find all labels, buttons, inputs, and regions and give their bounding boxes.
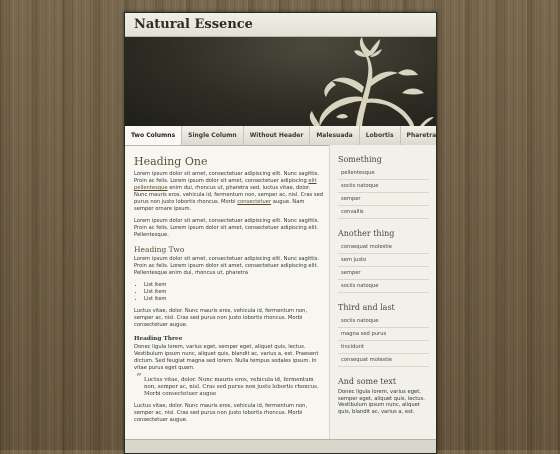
sidebar-link[interactable]: pellentesque bbox=[338, 167, 429, 180]
paragraph-2: Lorem ipsum dolor sit amet, consectetuer adipiscing elit. Nunc sagittis. Proin ac felis. Lorem ipsum dolor sit amet, consectetuer adipiscing elit. Pellentesque. bbox=[134, 218, 320, 238]
sidebar-link[interactable]: sociis natoque bbox=[338, 280, 429, 293]
sidebar-list bbox=[338, 167, 429, 219]
sidebar-link[interactable]: sem justo bbox=[338, 254, 429, 267]
quote-icon: “ bbox=[136, 371, 142, 384]
heading-two: Heading Two bbox=[134, 245, 185, 254]
nav-tab-without-header[interactable]: Without Header bbox=[244, 126, 311, 145]
quote-text: Luctus vitae, dolor. Nunc mauris eros, vehicula id, fermentum non, semper ac, nisl. Cras sed purus non justo lobortis rhoncus. Morbi consectetuer augue bbox=[144, 377, 319, 397]
main-content bbox=[134, 155, 324, 429]
paragraph-6: Luctus vitae, dolor. Nunc mauris eros, vehicula id, fermentum non, semper ac, nisl. Cras sed purus non justo lobortis rhoncus. Morbi consectetuer augue. bbox=[134, 403, 308, 423]
sidebar-section-another-thing bbox=[330, 229, 437, 293]
sidebar-link[interactable]: sociis natoque bbox=[338, 315, 429, 328]
blockquote bbox=[136, 371, 324, 398]
sidebar bbox=[329, 145, 437, 454]
sidebar-link[interactable]: tincidunt bbox=[338, 341, 429, 354]
sidebar-list bbox=[338, 241, 429, 293]
sidebar-heading: And some text bbox=[338, 377, 397, 386]
sidebar-section-something bbox=[330, 155, 437, 219]
nav-tab-pharetra[interactable]: Pharetra bbox=[401, 126, 437, 145]
link-consectetuer[interactable]: consectetuer bbox=[237, 199, 272, 205]
link-elit-pellentesque[interactable]: elit pellentesque bbox=[134, 178, 317, 191]
footer bbox=[125, 439, 436, 454]
heading-three: Heading Three bbox=[134, 336, 183, 342]
list-item: • List item bbox=[144, 289, 324, 296]
site-title[interactable]: Natural Essence bbox=[134, 17, 253, 32]
sidebar-link[interactable]: consequat molestie bbox=[338, 241, 429, 254]
sidebar-link[interactable]: magna sed purus bbox=[338, 328, 429, 341]
nav-tab-two-columns[interactable]: Two Columns bbox=[125, 126, 182, 145]
sidebar-heading: Another thing bbox=[338, 229, 395, 238]
sidebar-link[interactable]: consequat molestie bbox=[338, 354, 429, 367]
sidebar-list bbox=[338, 315, 429, 367]
sidebar-link[interactable]: convallis bbox=[338, 206, 429, 219]
sidebar-link[interactable]: semper bbox=[338, 193, 429, 206]
paragraph-1-text-a: Lorem ipsum dolor sit amet, consectetuer adipiscing elit. Nunc sagittis. Proin ac felis. Lorem ipsum dolor sit amet, consectetuer adipiscing bbox=[134, 171, 320, 184]
paragraph-1-text-b: enim dui, rhoncus ut, pharetra sed, luctus vitae, dolor. Nunc mauris eros, vehicula id, fermentum non, semper ac, nisl. Cras sed purus non justo lobortis rhoncus. Morbi bbox=[134, 185, 324, 205]
heading-one: Heading One bbox=[134, 155, 208, 168]
flower-icon bbox=[296, 37, 436, 126]
list-item: • List item bbox=[144, 296, 324, 303]
sidebar-section-third-and-last bbox=[330, 303, 437, 367]
sidebar-text: Donec ligula lorem, varius eget, semper eget, aliquet quis, lectus. Vestibulum ipsum nunc, aliquet quis, blandit ac, varius a, est. bbox=[338, 389, 425, 415]
paragraph-4: Luctus vitae, dolor. Nunc mauris eros, vehicula id, fermentum non, semper ac, nisl. Cras sed purus non justo lobortis rhoncus. Morbi consectetuer augue. bbox=[134, 308, 308, 328]
paragraph-5: Donec ligula lorem, varius eget, semper eget, aliquet quis, lectus. Vestibulum ipsum nunc, aliquet quis, blandit ac, varius a, est. Praesent dictum. Sed feugiat magna sed lorem. Nulla tempus sodales ipsum. In vitae purus eget quam. bbox=[134, 344, 319, 371]
header-banner bbox=[125, 37, 436, 126]
nav-tab-single-column[interactable]: Single Column bbox=[182, 126, 244, 145]
sidebar-link[interactable]: sociis natoque bbox=[338, 180, 429, 193]
title-bar bbox=[125, 13, 436, 37]
paragraph-1 bbox=[134, 171, 324, 213]
sidebar-heading: Something bbox=[338, 155, 382, 164]
nav-tab-lobortis[interactable]: Lobortis bbox=[360, 126, 401, 145]
main-navigation bbox=[125, 126, 436, 146]
list-item: • List item bbox=[144, 282, 324, 289]
sidebar-section-text bbox=[330, 377, 437, 415]
sidebar-heading: Third and last bbox=[338, 303, 395, 312]
sidebar-link[interactable]: semper bbox=[338, 267, 429, 280]
bullet-list bbox=[134, 282, 324, 303]
paragraph-3: Lorem ipsum dolor sit amet, consectetuer adipiscing elit. Nunc sagittis. Proin ac felis. Lorem ipsum dolor sit amet, consectetuer adipiscing elit. Pellentesque enim dui, rhoncus ut, pharetra bbox=[134, 256, 320, 276]
paragraph-1-text-c: augue. Nam semper ornare ipsum. bbox=[134, 199, 305, 212]
nav-tab-malesuada[interactable]: Malesuada bbox=[310, 126, 359, 145]
page-wrapper bbox=[124, 12, 437, 454]
